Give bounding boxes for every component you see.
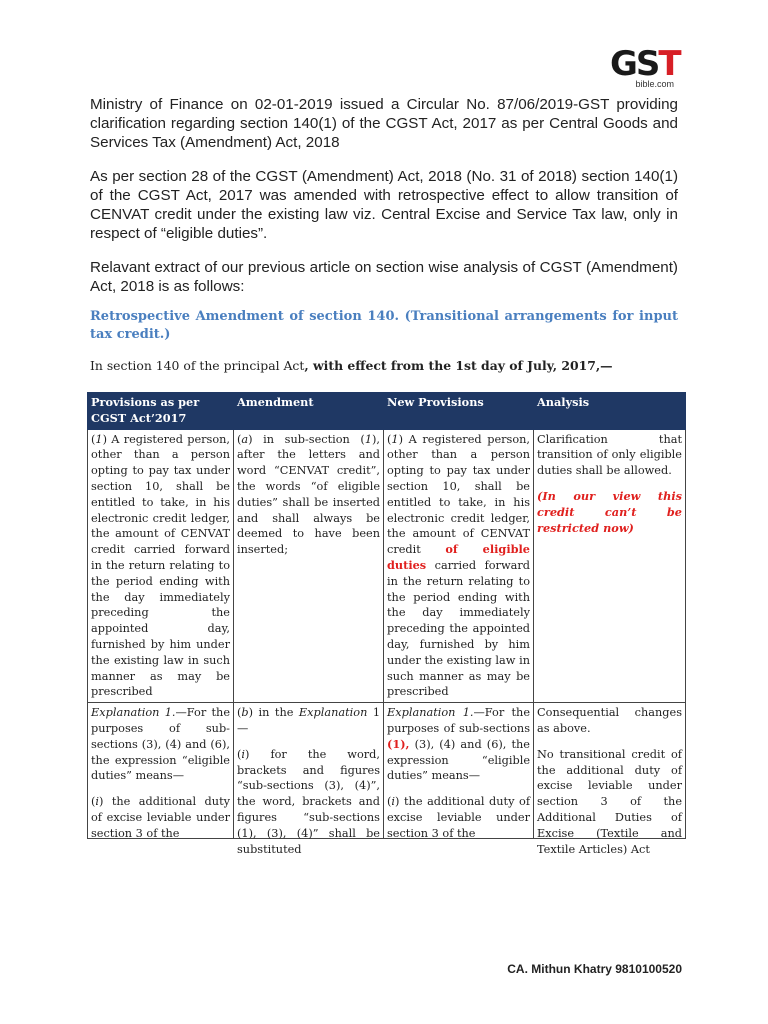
header-provisions: Provisions as per CGST Act’2017 (88, 393, 234, 430)
amendment-letter: b (241, 706, 249, 720)
item-text: for the word, brackets and figures “sub-sections (3), (4)”, the word, brackets and figures “sub-sections (1), (3), (4)” shall be substituted (237, 747, 381, 856)
header-new-provisions: New Provisions (384, 393, 534, 430)
analysis-text: Clarification that transition of only eligible duties shall be allowed. (537, 432, 682, 478)
logo-mark: GST (610, 44, 680, 84)
item-text: the additional duty of excise leviable under section 3 of the (387, 795, 530, 840)
explanation-text: —For the purposes of sub-sections (387, 706, 530, 735)
cell-new-provision-2: Explanation 1.—For the purposes of sub-sections (1), (3), (4) and (6), the expression “eligible duties” means— (i) the additional duty of excise leviable under section 3 of the (384, 703, 534, 839)
amendment-text-2: ), after the letters and word “CENVAT credit”, the words “of eligible duties” shall be inserted and shall always be deemed to have been inserted; (237, 432, 380, 557)
table-row (88, 703, 686, 839)
intro-paragraph-1: Ministry of Finance on 02-01-2019 issued a Circular No. 87/06/2019-GST providing clarification regarding section 140(1) of the CGST Act, 2017 as per Central Goods and Services Tax (Amendment) Act, 2018 (90, 96, 678, 151)
cell-provision-1: (1) A registered person, other than a person opting to pay tax under section 10, shall be entitled to take, in his electronic credit ledger, the amount of CENVAT credit carried forward in the return relating to the period ending with the day immediately preceding the appointed day, furnished by him under the existing law in such manner as may be prescribed (88, 429, 234, 703)
table-row (88, 429, 686, 703)
provision-text: A registered person, other than a person opting to pay tax under section 10, shall be entitled to take, in his electronic credit ledger, the amount of CENVAT credit carried forward in the return relating to the period ending with the day immediately preceding the appointed day, furnished by him under the existing law in such manner as may be prescribed (91, 432, 230, 699)
section-heading: Retrospective Amendment of section 140. (Transitional arrangements for input tax credit.) (90, 309, 678, 342)
header-amendment: Amendment (234, 393, 384, 430)
clause-number: 1 (391, 432, 399, 446)
analysis-text-2: No transitional credit of the additional duty of excise leviable under section 3 of the Additional Duties of Excise (Textile and Textile Articles) Act (537, 747, 682, 856)
cell-analysis-1 (534, 429, 686, 703)
highlight-subsection-1: (1), (387, 736, 410, 751)
intro-paragraph-2: As per section 28 of the CGST (Amendment) Act, 2018 (No. 31 of 2018) section 140(1) of the CGST Act, 2017 was amended with retrospective effect to allow transition of CENVAT credit under the existing law viz. Central Excise and Service Tax law, only in respect of “eligible duties”. (90, 168, 678, 242)
cell-amendment-2: (b) in the Explanation 1— (i) for the word, brackets and figures “sub-sections (3), (4)”, the word, brackets and figures “sub-sections (1), (3), (4)” shall be substituted (234, 703, 384, 839)
explanation-text-end: (3), (4) and (6), the expression “eligible duties” means— (387, 737, 530, 783)
amendment-text-2: 1— (237, 706, 381, 735)
logo-subtext: bible.com (635, 79, 674, 89)
footer-author: CA. Mithun Khatry 9810100520 (507, 962, 682, 976)
provisions-table (87, 392, 686, 856)
amendment-letter: a (241, 432, 249, 446)
cell-analysis-2 (534, 703, 686, 856)
cell-new-provision-1: (1) A registered person, other than a person opting to pay tax under section 10, shall be entitled to take, in his electronic credit ledger, the amount of CENVAT credit of eligible duties carried forward in the return relating to the period ending with the day immediately preceding the appointed day, furnished by him under the existing law in such manner as may be prescribed (384, 429, 534, 703)
analysis-note: (In our view this credit can’t be restricted now) (537, 488, 682, 535)
item-text: the additional duty of excise leviable under section 3 of the (91, 795, 230, 840)
amendment-text-1: in the (258, 706, 294, 720)
item-number: i (391, 795, 396, 809)
intro-effective-date: , with effect from the 1st day of July, 2017,— (304, 358, 613, 373)
amendment-text-1: in sub-section ( (263, 432, 365, 446)
table-header-row (88, 393, 686, 430)
analysis-text: Consequential changes as above. (537, 706, 682, 735)
new-provision-text-end: carried forward in the return relating to the period ending with the day immediately preceding the appointed day, furnished by him under the existing law in such manner as may be prescribed (387, 558, 530, 699)
cell-provision-2: Explanation 1.—For the purposes of sub-sections (3), (4) and (6), the expression “eligible duties” means— (i) the additional duty of excise leviable under section 3 of the (88, 703, 234, 839)
item-number: i (95, 795, 100, 809)
cell-amendment-1: (a) in sub-section (1), after the letters and word “CENVAT credit”, the words “of eligible duties” shall be inserted and shall always be deemed to have been inserted; (234, 429, 384, 703)
intro-text: In section 140 of the principal Act (90, 358, 305, 373)
explanation-label: Explanation 1. (387, 706, 474, 720)
explanation-label: Explanation (298, 706, 368, 720)
item-number: i (241, 747, 246, 761)
amendment-intro (90, 358, 690, 374)
highlight-eligible-duties: of eligible duties (387, 542, 530, 572)
clause-number: 1 (95, 432, 103, 446)
intro-paragraph-3: Relavant extract of our previous article on section wise analysis of CGST (Amendment) Act, 2018 is as follows: (90, 259, 678, 295)
gst-bible-logo (610, 44, 682, 90)
explanation-text: —For the purposes of sub-sections (3), (4) and (6), the expression “eligible duties” means— (91, 706, 230, 783)
new-provision-text: A registered person, other than a person opting to pay tax under section 10, shall be entitled to take, in his electronic credit ledger, the amount of CENVAT credit (387, 432, 530, 557)
amendment-subsection: 1 (364, 432, 372, 446)
header-analysis: Analysis (534, 393, 686, 430)
explanation-label: Explanation 1. (91, 706, 176, 720)
